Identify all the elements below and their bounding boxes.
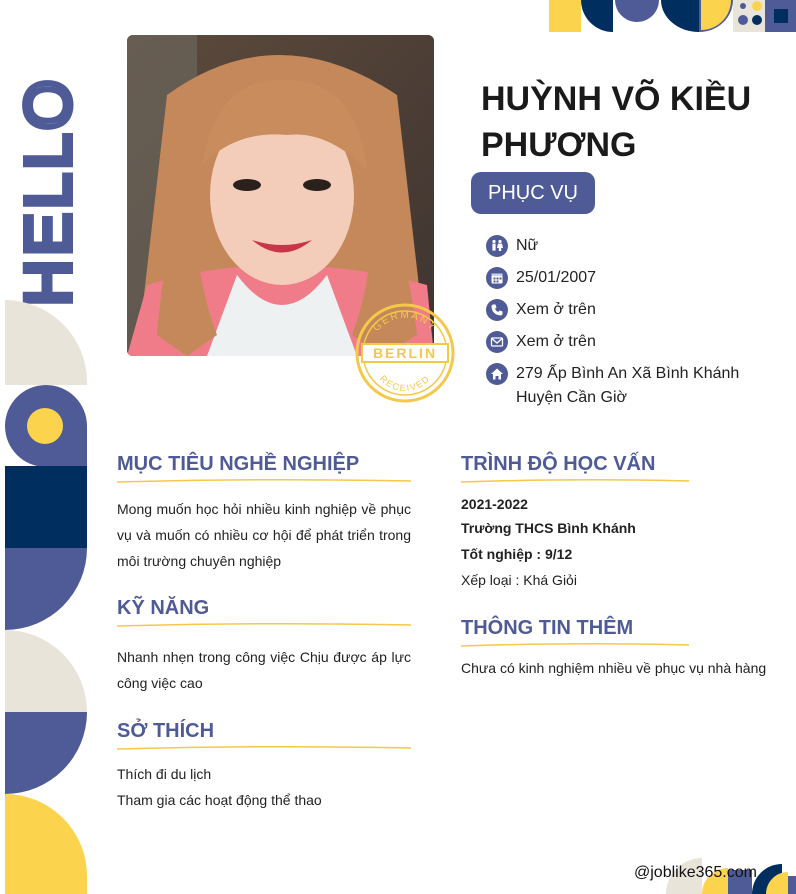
objective-body: Mong muốn học hỏi nhiều kinh nghiệp về phục vụ và muốn có nhiều cơ hội để phát triển trong môi trường chuyên nghiệp [117, 501, 411, 569]
berlin-stamp [352, 300, 458, 406]
contact-birthday-text: 25/01/2007 [516, 269, 597, 286]
contact-phone [486, 298, 786, 322]
watermark-link[interactable]: @joblike365.com [634, 864, 757, 881]
contact-address-text: 279 Ấp Bình An Xã Bình Khánh Huyện Cần Giờ [516, 365, 740, 406]
more-info-underline [461, 642, 689, 648]
name-line-2: PHƯƠNG [481, 126, 637, 164]
objective-title: MỤC TIÊU NGHỀ NGHIỆP [117, 453, 360, 475]
stamp-middle-text: BERLIN [372, 345, 438, 361]
section-objective [117, 452, 411, 574]
gender-icon [486, 235, 508, 257]
calendar-icon [486, 267, 508, 289]
section-more-info [461, 616, 771, 680]
hobbies-underline [117, 745, 411, 751]
hobby-item: Thích đi du lịch [117, 766, 212, 782]
stamp-bottom-text: RECEIVED [377, 373, 433, 394]
top-decoration [549, 0, 796, 32]
contact-gender [486, 234, 786, 258]
objective-underline [117, 478, 411, 484]
hobby-item: Tham gia các hoạt động thể thao [117, 792, 322, 808]
hobbies-list [117, 761, 411, 813]
skills-body: Nhanh nhẹn trong công việc Chịu được áp lực công việc cao [117, 649, 411, 691]
stamp-top-text: GERMANY [371, 309, 439, 334]
home-icon [486, 363, 508, 385]
education-graduation: Tốt nghiệp : 9/12 [461, 546, 573, 562]
more-info-title: THÔNG TIN THÊM [461, 617, 634, 639]
skills-underline [117, 622, 411, 628]
contact-email-text: Xem ở trên [516, 333, 596, 350]
deco-shape-blue-quarter-2 [5, 712, 87, 794]
contact-list [486, 234, 786, 418]
section-skills [117, 596, 411, 696]
deco-shape-blue-quarter [5, 548, 87, 630]
contact-gender-text: Nữ [516, 237, 539, 254]
email-icon [486, 331, 508, 353]
hello-decoration [5, 60, 91, 322]
deco-shape-beige-quarter [5, 630, 87, 712]
education-underline [461, 478, 689, 484]
svg-text:GERMANY [371, 310, 439, 334]
role-badge: PHỤC VỤ [471, 172, 595, 214]
education-title: TRÌNH ĐỘ HỌC VẤN [461, 453, 656, 475]
contact-birthday [486, 266, 786, 290]
section-education [461, 452, 771, 592]
phone-icon [486, 299, 508, 321]
education-rank: Xếp loại : Khá Giỏi [461, 572, 577, 588]
deco-shape-blue-circle [5, 385, 87, 467]
more-info-body: Chưa có kinh nghiệm nhiều về phục vụ nhà hàng [461, 660, 767, 676]
profile-name [481, 76, 781, 168]
contact-phone-text: Xem ở trên [516, 301, 596, 318]
deco-shape-navy [5, 466, 87, 548]
hobbies-title: SỞ THÍCH [117, 720, 215, 742]
education-years: 2021-2022 [461, 496, 528, 512]
deco-shape-yellow-quarter [5, 794, 87, 894]
deco-yellow-dot [27, 408, 63, 444]
education-body [461, 492, 771, 592]
skills-title: KỸ NĂNG [117, 597, 210, 619]
hello-text: HELLO [12, 76, 84, 306]
contact-address [486, 362, 786, 410]
section-hobbies [117, 719, 411, 813]
education-school: Trường THCS Bình Khánh [461, 520, 636, 536]
contact-email [486, 330, 786, 354]
name-line-1: HUỲNH VÕ KIỀU [481, 80, 752, 118]
